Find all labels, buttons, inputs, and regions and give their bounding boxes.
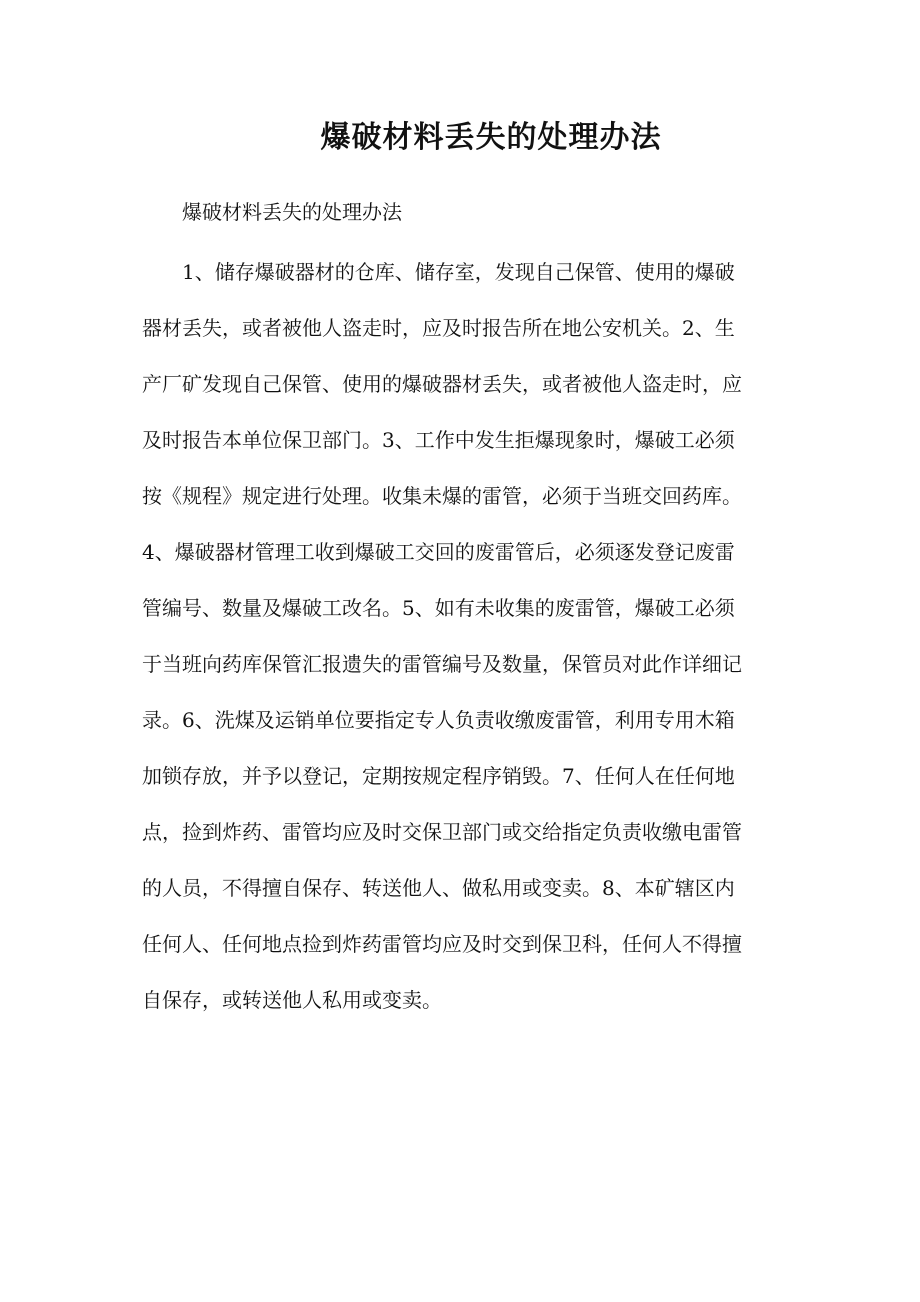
body-line-2: 器材丢失，或者被他人盗走时，应及时报告所在地公安机关。2、生: [142, 316, 735, 340]
body-line-5: 按《规程》规定进行处理。收集未爆的雷管，必须于当班交回药库。: [142, 484, 742, 508]
body-line-10: 加锁存放，并予以登记，定期按规定程序销毁。7、任何人在任何地: [142, 764, 735, 788]
body-line-13: 任何人、任何地点捡到炸药雷管均应及时交到保卫科，任何人不得擅: [142, 932, 742, 956]
body-line-4: 及时报告本单位保卫部门。3、工作中发生拒爆现象时，爆破工必须: [142, 428, 735, 452]
body-line-9: 录。6、洗煤及运销单位要指定专人负责收缴废雷管，利用专用木箱: [142, 708, 735, 732]
document-title: 爆破材料丢失的处理办法: [320, 120, 662, 155]
body-line-7: 管编号、数量及爆破工改名。5、如有未收集的废雷管，爆破工必须: [142, 596, 735, 620]
body-line-14: 自保存，或转送他人私用或变卖。: [142, 988, 442, 1012]
body-line-8: 于当班向药库保管汇报遗失的雷管编号及数量，保管员对此作详细记: [142, 652, 742, 676]
body-line-6: 4、爆破器材管理工收到爆破工交回的废雷管后，必须逐发登记废雷: [142, 540, 735, 564]
body-line-3: 产厂矿发现自己保管、使用的爆破器材丢失，或者被他人盗走时，应: [142, 372, 742, 396]
body-line-11: 点，捡到炸药、雷管均应及时交保卫部门或交给指定负责收缴电雷管: [142, 820, 742, 844]
body-line-1: 1、储存爆破器材的仓库、储存室，发现自己保管、使用的爆破: [182, 260, 735, 284]
document-subtitle: 爆破材料丢失的处理办法: [182, 200, 402, 224]
body-line-12: 的人员，不得擅自保存、转送他人、做私用或变卖。8、本矿辖区内: [142, 876, 735, 900]
